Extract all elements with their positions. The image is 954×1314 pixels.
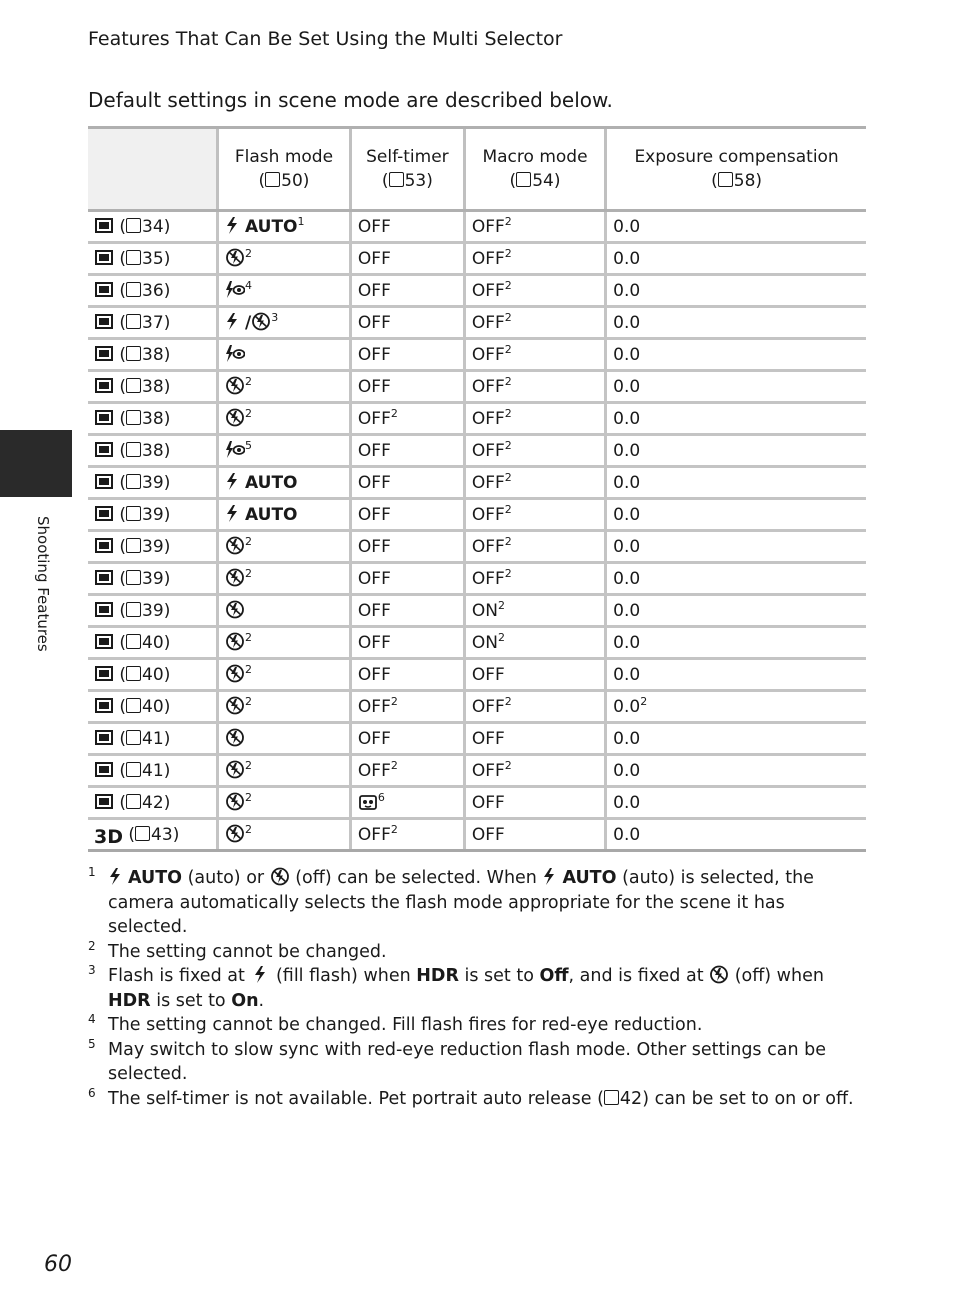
page-ref-icon xyxy=(265,172,280,187)
flash-off-icon xyxy=(709,965,729,984)
scene-cell: ( 40) xyxy=(88,627,218,659)
flash-off-icon xyxy=(251,312,271,331)
exposure-cell: 0.0 xyxy=(606,371,866,403)
timer-cell: OFF xyxy=(350,435,464,467)
table-row xyxy=(88,467,866,499)
scene-cell: ( 40) xyxy=(88,691,218,723)
pet-portrait-icon xyxy=(94,792,114,811)
table-row xyxy=(88,691,866,723)
macro-cell: OFF$^2$ xyxy=(464,403,605,435)
page-ref-icon xyxy=(389,172,404,187)
flash-cell: 2 xyxy=(218,563,351,595)
exposure-cell: 0.0 xyxy=(606,595,866,627)
exposure-cell: 0.0 xyxy=(606,435,866,467)
table-row xyxy=(88,819,866,851)
sunset-icon xyxy=(94,504,114,523)
fireworks-icon xyxy=(94,696,114,715)
col-header: Flash mode ( 50) xyxy=(218,128,351,211)
table-row xyxy=(88,531,866,563)
page-ref-icon xyxy=(126,218,141,233)
timer-cell: OFF xyxy=(350,307,464,339)
flash-off-icon xyxy=(225,696,245,715)
page-ref-icon xyxy=(126,346,141,361)
exposure-cell: 0.0 xyxy=(606,819,866,851)
scene-cell: ( 35) xyxy=(88,243,218,275)
timer-cell: OFF$^2$ xyxy=(350,755,464,787)
table-row xyxy=(88,627,866,659)
red-eye-flash-icon xyxy=(225,344,245,363)
flash-off-icon xyxy=(225,408,245,427)
scene-cell: ( 39) xyxy=(88,467,218,499)
portrait-icon xyxy=(94,248,114,267)
table-row xyxy=(88,339,866,371)
table-row xyxy=(88,787,866,819)
table-row xyxy=(88,243,866,275)
corner-cell xyxy=(88,128,218,211)
page-ref-icon xyxy=(126,794,141,809)
flash-off-icon xyxy=(225,600,245,619)
flash-off-icon xyxy=(225,248,245,267)
footnote: 5 May switch to slow sync with red-eye reduction flash mode. Other settings can be selected. xyxy=(88,1036,826,1084)
flash-cell: 2 xyxy=(218,531,351,563)
food-icon xyxy=(94,632,114,651)
page-ref-icon xyxy=(126,698,141,713)
macro-cell: OFF$^2$ xyxy=(464,755,605,787)
sunrise-icon xyxy=(94,568,114,587)
fill-flash-icon xyxy=(250,965,270,984)
scene-cell: ( 34) xyxy=(88,211,218,243)
fill-flash-or-off-icon xyxy=(225,312,245,331)
scene-cell: ( 38) xyxy=(88,371,218,403)
red-eye-flash-icon xyxy=(225,440,245,459)
scene-cell: ( 39) xyxy=(88,499,218,531)
party-indoor-icon xyxy=(94,344,114,363)
beach-icon xyxy=(94,440,114,459)
exposure-cell: 0.0 xyxy=(606,339,866,371)
exposure-cell: 0.0 xyxy=(606,755,866,787)
exposure-cell: 0.0 xyxy=(606,243,866,275)
timer-cell: OFF xyxy=(350,275,464,307)
flash-cell: 2 xyxy=(218,787,351,819)
macro-cell: OFF xyxy=(464,819,605,851)
exposure-cell: 0.0 xyxy=(606,307,866,339)
flash-auto-icon xyxy=(225,504,245,523)
exposure-cell: 0.0 xyxy=(606,211,866,243)
flash-off-icon xyxy=(225,760,245,779)
flash-off-icon xyxy=(270,867,290,886)
macro-cell: OFF$^2$ xyxy=(464,435,605,467)
page-ref-icon xyxy=(126,442,141,457)
timer-cell: OFF xyxy=(350,371,464,403)
exposure-cell: 0.0 xyxy=(606,275,866,307)
table-row xyxy=(88,275,866,307)
table-row xyxy=(88,499,866,531)
macro-cell: OFF$^2$ xyxy=(464,691,605,723)
scene-cell: ( 39) xyxy=(88,563,218,595)
exposure-cell: 0.0 xyxy=(606,467,866,499)
scene-cell: ( 42) xyxy=(88,787,218,819)
page-ref-icon xyxy=(126,282,141,297)
scene-cell: ( 36) xyxy=(88,275,218,307)
flash-auto-icon xyxy=(225,472,245,491)
exposure-cell: 0.0 xyxy=(606,659,866,691)
col-header: Macro mode ( 54) xyxy=(464,128,605,211)
timer-cell: OFF xyxy=(350,339,464,371)
scene-cell: ( 38) xyxy=(88,339,218,371)
page-ref-icon xyxy=(516,172,531,187)
flash-off-icon xyxy=(225,536,245,555)
table-header-row xyxy=(88,128,866,211)
macro-cell: $ON^2$ xyxy=(464,627,605,659)
night-landscape-icon xyxy=(94,376,114,395)
footnote: 6 The self-timer is not available. Pet portrait auto release ( 42) can be set to on or off. xyxy=(88,1085,854,1109)
macro-cell: OFF$^2$ xyxy=(464,499,605,531)
timer-cell: OFF$^2$ xyxy=(350,819,464,851)
page-ref-icon xyxy=(126,602,141,617)
pet-auto-release-icon xyxy=(358,792,378,811)
sports-icon xyxy=(94,408,114,427)
table-row xyxy=(88,211,866,243)
macro-cell: OFF$^2$ xyxy=(464,275,605,307)
intro-text: Default settings in scene mode are described below. xyxy=(88,88,613,112)
page-ref-icon xyxy=(604,1090,619,1105)
red-eye-flash-icon xyxy=(225,280,245,299)
landscape-icon xyxy=(94,280,114,299)
timer-cell: OFF xyxy=(350,563,464,595)
macro-cell: $ON^2$ xyxy=(464,595,605,627)
scene-cell: ( 38) xyxy=(88,403,218,435)
table-row xyxy=(88,723,866,755)
page-ref-icon xyxy=(126,506,141,521)
footnote: 2 The setting cannot be changed. xyxy=(88,938,387,962)
timer-cell: OFF xyxy=(350,659,464,691)
page-ref-icon xyxy=(126,378,141,393)
exposure-cell: 0.0 xyxy=(606,787,866,819)
timer-cell: OFF xyxy=(350,499,464,531)
macro-cell: OFF$^2$ xyxy=(464,307,605,339)
timer-cell: OFF xyxy=(350,595,464,627)
running-header: Features That Can Be Set Using the Multi Selector xyxy=(88,28,563,50)
scene-cell: ( 39) xyxy=(88,595,218,627)
page-ref-icon xyxy=(126,538,141,553)
footnote: 3 Flash is fixed at (fill flash) when HDR is set to Off, and is fixed at (off) when HDR is set to On. xyxy=(88,963,824,1011)
flash-cell: AUTO xyxy=(218,499,351,531)
flash-cell: 2 xyxy=(218,819,351,851)
section-label: Shooting Features xyxy=(34,516,52,652)
scene-cell: 3D ( 43) xyxy=(88,819,218,851)
table-row xyxy=(88,595,866,627)
panorama-icon xyxy=(94,760,114,779)
exposure-cell: 0.0 xyxy=(606,531,866,563)
scene-defaults-table xyxy=(88,126,866,852)
exposure-cell: 0.0 xyxy=(606,563,866,595)
flash-cell: 2 xyxy=(218,371,351,403)
table-row xyxy=(88,563,866,595)
flash-cell: 2 xyxy=(218,243,351,275)
night-portrait-icon xyxy=(94,312,114,331)
scene-cell: ( 40) xyxy=(88,659,218,691)
macro-cell: OFF xyxy=(464,787,605,819)
page-ref-icon xyxy=(126,570,141,585)
timer-cell: OFF xyxy=(350,467,464,499)
snow-icon xyxy=(94,472,114,491)
museum-icon xyxy=(94,664,114,683)
flash-cell: 2 xyxy=(218,627,351,659)
timer-cell: OFF xyxy=(350,723,464,755)
page-ref-icon xyxy=(126,730,141,745)
exposure-cell: 0.0 xyxy=(606,627,866,659)
timer-cell: OFF xyxy=(350,211,464,243)
col-header: Exposure compensation ( 58) xyxy=(606,128,866,211)
flash-cell xyxy=(218,595,351,627)
timer-cell: OFF$^2$ xyxy=(350,691,464,723)
scene-cell: ( 41) xyxy=(88,755,218,787)
flash-off-icon xyxy=(225,568,245,587)
exposure-cell: 0.0 xyxy=(606,403,866,435)
timer-cell: OFF$^2$ xyxy=(350,403,464,435)
flash-auto-icon xyxy=(542,867,562,886)
exposure-cell: 0.0 xyxy=(606,723,866,755)
footnote: 4 The setting cannot be changed. Fill flash fires for red-eye reduction. xyxy=(88,1012,703,1035)
dusk-dawn-icon xyxy=(94,536,114,555)
page-ref-icon xyxy=(126,410,141,425)
macro-cell: OFF$^2$ xyxy=(464,243,605,275)
flash-off-icon xyxy=(225,824,245,843)
flash-cell: 4 xyxy=(218,275,351,307)
flash-cell: 2 xyxy=(218,755,351,787)
page-ref-icon xyxy=(126,634,141,649)
3d-photography-icon: 3D xyxy=(94,825,123,848)
footnotes xyxy=(88,866,868,1111)
scene-cell: ( 38) xyxy=(88,435,218,467)
table-row xyxy=(88,435,866,467)
table-row xyxy=(88,371,866,403)
flash-off-icon xyxy=(225,664,245,683)
flash-cell: 2 xyxy=(218,659,351,691)
macro-cell: OFF$^2$ xyxy=(464,467,605,499)
page-ref-icon xyxy=(126,762,141,777)
table-row xyxy=(88,755,866,787)
flash-cell xyxy=(218,723,351,755)
flash-cell: AUTO xyxy=(218,467,351,499)
flash-cell xyxy=(218,339,351,371)
page-number: 60 xyxy=(44,1252,72,1277)
flash-cell: AUTO$^1$ xyxy=(218,211,351,243)
flash-off-icon xyxy=(225,728,245,747)
page-ref-icon xyxy=(126,314,141,329)
macro-cell: OFF xyxy=(464,659,605,691)
flash-cell: 5 xyxy=(218,435,351,467)
table-row xyxy=(88,659,866,691)
col-header: Self-timer ( 53) xyxy=(350,128,464,211)
macro-cell: OFF$^2$ xyxy=(464,563,605,595)
flash-cell: 2 xyxy=(218,691,351,723)
table-row xyxy=(88,403,866,435)
page-ref-icon xyxy=(126,474,141,489)
macro-cell: OFF$^2$ xyxy=(464,371,605,403)
close-up-icon xyxy=(94,600,114,619)
table-row xyxy=(88,307,866,339)
black-white-copy-icon xyxy=(94,728,114,747)
scene-cell: ( 41) xyxy=(88,723,218,755)
macro-cell: OFF$^2$ xyxy=(464,211,605,243)
timer-cell: OFF xyxy=(350,243,464,275)
page-ref-icon xyxy=(718,172,733,187)
section-tab xyxy=(0,430,72,497)
flash-auto-icon xyxy=(225,216,245,235)
macro-cell: OFF xyxy=(464,723,605,755)
scene-cell: ( 39) xyxy=(88,531,218,563)
exposure-cell: 0.0 xyxy=(606,499,866,531)
timer-cell: 6 xyxy=(350,787,464,819)
flash-cell: 2 xyxy=(218,403,351,435)
flash-off-icon xyxy=(225,376,245,395)
flash-off-icon xyxy=(225,632,245,651)
flash-auto-icon xyxy=(108,867,128,886)
page-ref-icon xyxy=(126,666,141,681)
macro-cell: OFF$^2$ xyxy=(464,531,605,563)
exposure-cell: $0.0^2$ xyxy=(606,691,866,723)
page-ref-icon xyxy=(126,250,141,265)
scene-cell: ( 37) xyxy=(88,307,218,339)
footnote: 1 AUTO (auto) or (off) can be selected. When AUTO (auto) is selected, the camera automatically selects the flash mode appropriate for the scene it has selected. xyxy=(88,865,814,937)
scene-auto-selector-icon xyxy=(94,216,114,235)
macro-cell: OFF$^2$ xyxy=(464,339,605,371)
timer-cell: OFF xyxy=(350,531,464,563)
timer-cell: OFF xyxy=(350,627,464,659)
flash-cell: / $^3$ xyxy=(218,307,351,339)
page-ref-icon xyxy=(135,826,150,841)
flash-off-icon xyxy=(225,792,245,811)
